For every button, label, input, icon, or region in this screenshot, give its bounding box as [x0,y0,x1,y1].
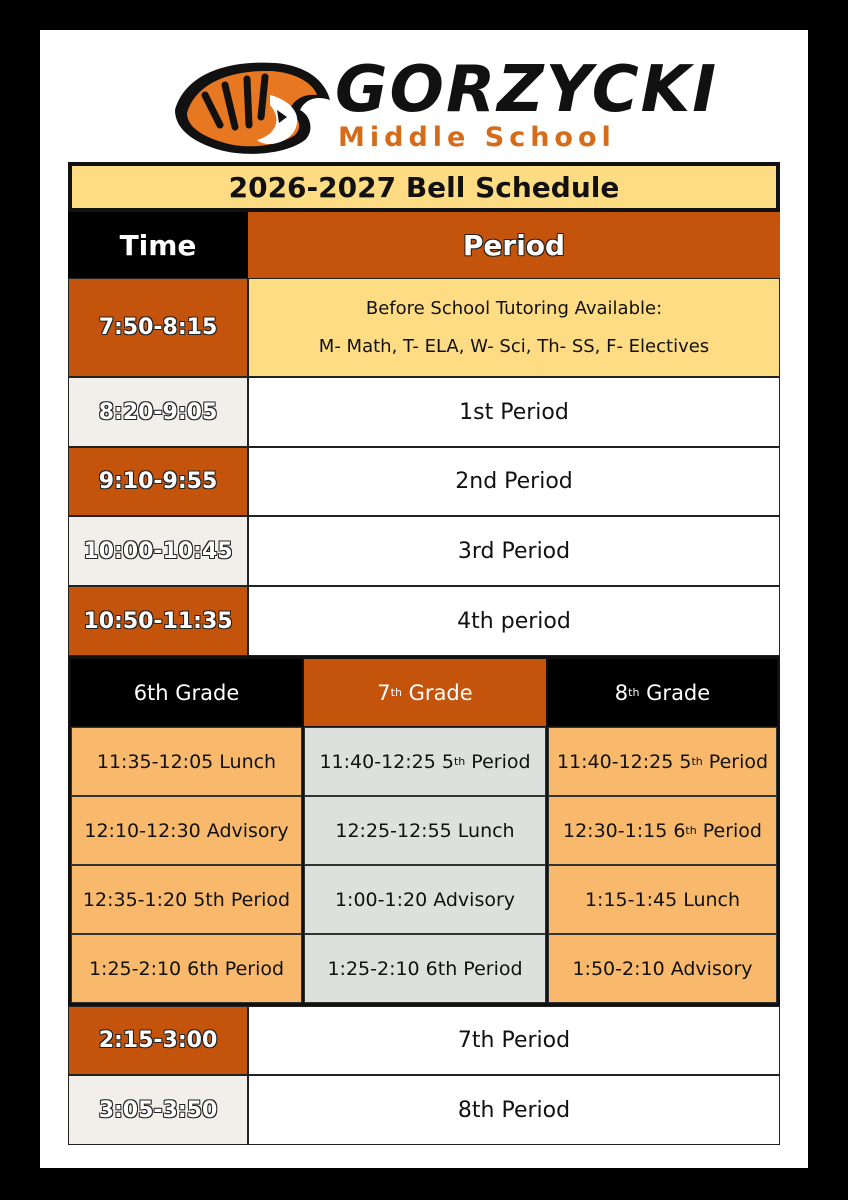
grade-8-row-1-post: Period [708,750,769,773]
period-8-time [68,1075,248,1145]
tutoring-info [248,278,780,377]
grade-8-row-1 [548,727,777,796]
tiger-logo-icon [165,55,335,160]
grade-8-row-2-post: Period [702,819,762,842]
header-time [68,212,248,278]
period-3-label [248,516,780,586]
grade-6-row-1-text: 11:35-12:05 Lunch [96,750,277,773]
grade-7-num: 7 [377,680,391,705]
grade-7-row-3-text: 1:00-1:20 Advisory [334,888,516,911]
period-4-label-text: 4th period [457,608,571,634]
tutoring-line-1: Before School Tutoring Available: [365,297,663,319]
period-3-time [68,516,248,586]
grade-7-row-4 [304,934,546,1003]
header-period [248,212,780,278]
grade-8-sup: th [628,686,640,699]
grade-8-row-3 [548,865,777,934]
period-3-time-text: 10:00-10:45 [83,538,233,564]
period-1-time [68,377,248,447]
period-2-time-text: 9:10-9:55 [98,469,218,494]
period-8-label [248,1075,780,1145]
period-7-time-text: 2:15-3:00 [98,1028,218,1053]
grade-7-row-3 [304,865,546,934]
period-7-label [248,1006,780,1075]
period-1-label [248,377,780,447]
schedule-title-text: 2026-2027 Bell Schedule [228,170,620,204]
period-2-time [68,447,248,516]
grade-7-row-2 [304,796,546,865]
grade-8-row-1-sup: th [691,755,703,768]
period-2-label-text: 2nd Period [455,469,573,494]
grade-6-row-4-text: 1:25-2:10 6th Period [88,957,285,980]
period-4-time [68,586,248,656]
school-name: GORZYCKI [335,53,719,127]
period-4-label [248,586,780,656]
grade-6-row-3-text: 12:35-1:20 5th Period [82,888,291,911]
grade-8-header [548,659,777,726]
grade-8-row-1-pre: 11:40-12:25 5 [556,750,692,773]
tutoring-time-text: 7:50-8:15 [98,315,218,340]
grade-6-row-4 [71,934,302,1003]
grade-8-row-3-text: 1:15-1:45 Lunch [584,888,741,911]
period-7-label-text: 7th Period [457,1028,571,1053]
period-2-label [248,447,780,516]
grade-8-row-2 [548,796,777,865]
period-8-label-text: 8th Period [457,1097,571,1123]
period-1-label-text: 1st Period [459,399,569,425]
grade-8-row-2-sup: th [685,824,697,837]
tutoring-line-2: M- Math, T- ELA, W- Sci, Th- SS, F- Electives [318,335,710,357]
grade-8-row-2-pre: 12:30-1:15 6 [563,819,686,842]
grade-7-sup: th [390,686,402,699]
period-8-time-text: 3:05-3:50 [98,1097,218,1123]
period-4-time-text: 10:50-11:35 [83,608,233,634]
grade-7-label: Grade [408,680,473,705]
header-time-label: Time [119,228,197,262]
period-3-label-text: 3rd Period [457,538,571,564]
grade-7-row-2-text: 12:25-12:55 Lunch [335,819,515,842]
grade-6-row-2-text: 12:10-12:30 Advisory [84,819,289,842]
schedule-title [68,162,780,212]
grade-7-header [304,659,546,726]
grade-7-row-4-text: 1:25-2:10 6th Period [327,957,523,980]
grade-6-row-3 [71,865,302,934]
period-7-time [68,1006,248,1075]
grade-8-row-4-text: 1:50-2:10 Advisory [572,957,753,980]
grade-6-label: 6th Grade [133,680,240,705]
period-1-time-text: 8:20-9:05 [98,399,218,425]
grade-6-row-1 [71,727,302,796]
grade-7-row-1-pre: 11:40-12:25 5 [319,750,454,773]
tutoring-time [68,278,248,377]
grade-7-row-1-post: Period [471,750,531,773]
school-subtitle: Middle School [338,122,616,153]
grade-7-row-1 [304,727,546,796]
grade-6-row-2 [71,796,302,865]
grade-7-row-1-sup: th [453,755,466,768]
grade-6-header [71,659,302,726]
grade-8-num: 8 [614,680,629,705]
header-period-label: Period [462,228,566,262]
grade-8-label: Grade [646,680,711,705]
grade-8-row-4 [548,934,777,1003]
